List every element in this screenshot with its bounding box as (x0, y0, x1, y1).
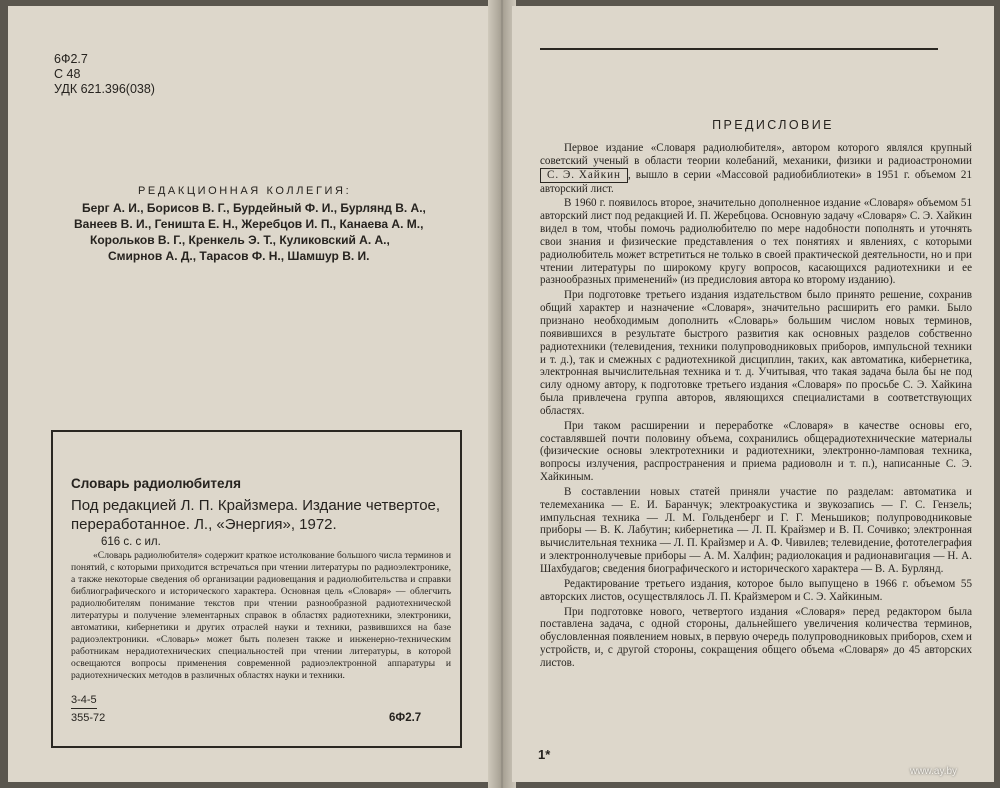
author-sign: С 48 (54, 67, 81, 81)
edition-info: Под редакцией Л. П. Крайзмера. Издание четвертое, переработанное. Л., «Энергия», 1972. (71, 497, 441, 533)
preface-paragraph: Редактирование третьего издания, которое было выпущено в 1966 г. объемом 55 авторских листов, осуществлялось Л. П. Крайзмером и С. Э. Хайкиным. (540, 577, 972, 603)
preface-paragraph: При подготовке нового, четвертого издания «Словаря» перед редактором была поставлена задача, с одной стороны, дальнейшего увеличения количества терминов, обусловленная появлением новых, в первую очередь полупроводниковых приборов, схем и устройств, и, с другой стороны, сокращения общего объема «Словаря» до 45 авторских листов. (540, 605, 972, 669)
board-members-line: Берг А. И., Борисов В. Г., Бурдейный Ф. И., Бурлянд В. А., (82, 201, 426, 215)
page-count: 616 с. с ил. (101, 536, 161, 548)
board-members-line: Ванеев В. И., Геништа Е. Н., Жеребцов И. П., Канаева А. М., (74, 217, 424, 231)
udc-code: УДК 621.396(038) (54, 82, 155, 96)
annotation-card (51, 430, 462, 748)
watermark: www.ay.by (910, 766, 958, 777)
preface-paragraph: В составлении новых статей приняли участие по разделам: автоматика и телемеханика — Е. И. Баранчук; электроакустика и звукозапись — Г. С. Гензель; импульсная техника — Л. М. Гольденберг и Г. Г. Меньшиков; полупроводниковые приборы — В. К. Лабутин; кибернетика — Л. П. Крайзмер и В. П. Сочивко; электронная вычислительная техника — Л. П. Крайзмер и А. Ф. Чивилев; телевидение, фототелеграфия и электроннолучевые приборы — А. М. Халфин; радиолокация и радионавигация — Н. А. Шахбудагов; сведения биографического и исторического характера — В. А. Бурлянд. (540, 485, 972, 575)
printer-signature-mark: 1* (538, 747, 551, 762)
paragraph-text: , вышло в серии «Массовой радиобиблиотеки» в 1951 г. объемом 21 авторский лист. (540, 168, 972, 195)
header-rule (540, 48, 938, 50)
editorial-board-members (70, 200, 472, 264)
left-page (8, 6, 492, 782)
book-title: Словарь радиолюбителя (71, 476, 241, 491)
book-abstract: «Словарь радиолюбителя» содержит краткое истолкование большого числа терминов и понятий, с которыми приходится встречаться при чтении литературы по радиоэлектронике, а также некоторые сведения об организации радиовещания и радиолюбительства и справки библиографического и исторического характера. Основная цель «Словаря» — облегчить радиолюбителям понимание текстов при чтении разнообразной радиотехнической литературы и получение элементарных справок в областях радиотехники, электроники, автоматики, кибернетики и других отраслей науки и техники, развившихся на базе радиоэлектроники. «Словарь» может быть полезен также и инженерно-техническим работникам нерадиотехнических специальностей при чтении литературы, в которой освещаются вопросы применения современной радиоэлектронной аппаратуры и радиотехнических методов в различных областях науки и техники. (71, 550, 451, 681)
boxed-author-name: С. Э. Хайкин (540, 168, 628, 183)
editorial-board-heading: РЕДАКЦИОННАЯ КОЛЛЕГИЯ: (138, 185, 352, 197)
paragraph-text: Первое издание «Словаря радиолюбителя», автором которого являлся крупный советский ученый в области теории колебаний, механики, физики и радиоастрономии (540, 142, 972, 167)
classification-codes (54, 52, 155, 97)
preface-paragraph: При таком расширении и переработке «Словаря» в качестве основы его, составлявшей почти половину объема, сохранились общерадиотехнические материалы (физические основы электротехники и радиотехники, электронно-ламповая техника, вопросы излучения, распространения и приема радиоволн и т. п.), написанные С. Э. Хайкиным. (540, 419, 972, 484)
price-code-bottom: 355-72 (71, 712, 106, 724)
right-page (512, 6, 994, 782)
board-members-line: Смирнов А. Д., Тарасов Ф. Н., Шамшур В. И. (108, 249, 370, 263)
preface-paragraph: При подготовке третьего издания издательством было принято решение, сохранив общий характер и назначение «Словаря», значительно расширить его рамки. Было признано необходимым дополнить «Словарь» большим числом новых терминов, появившихся в результате быстрого развития как основных разделов собственно радиотехники (телевидения, техники полупроводниковых приборов, импульсной техники и т. д.), так и смежных с радиотехникой дисциплин, таких, как автоматика, кибернетика, электронная вычислительная техника и т. д. Учитывая, что такая задача была бы не под силу одному автору, к подготовке третьего издания «Словаря» по просьбе С. Э. Хайкина была привлечена группа авторов, являющихся специалистами в соответствующих областях. (540, 289, 972, 417)
preface-body (540, 142, 972, 742)
preface-title: ПРЕДИСЛОВИЕ (712, 118, 834, 132)
price-code-top: 3-4-5 (71, 694, 97, 709)
bbk-code: 6Ф2.7 (54, 52, 88, 66)
preface-paragraph (540, 142, 972, 195)
board-members-line: Корольков В. Г., Кренкель Э. Т., Куликовский А. А., (90, 233, 390, 247)
preface-paragraph: В 1960 г. появилось второе, значительно дополненное издание «Словаря» объемом 51 авторский лист под редакцией И. П. Жеребцова. Основную задачу «Словаря» С. Э. Хайкин видел в том, чтобы помочь радиолюбителю по мере надобности пополнять и уточнять свои знания и физические представления о тех понятиях и явлениях, с которыми радиолюбитель может встретиться не только в своей практической деятельности, но и при чтении литературы по широкому кругу вопросов, касающихся радиотехники и ее разнообразных применений» (из предисловия автора ко второму изданию). (540, 197, 972, 287)
card-classification-code: 6Ф2.7 (389, 712, 422, 724)
